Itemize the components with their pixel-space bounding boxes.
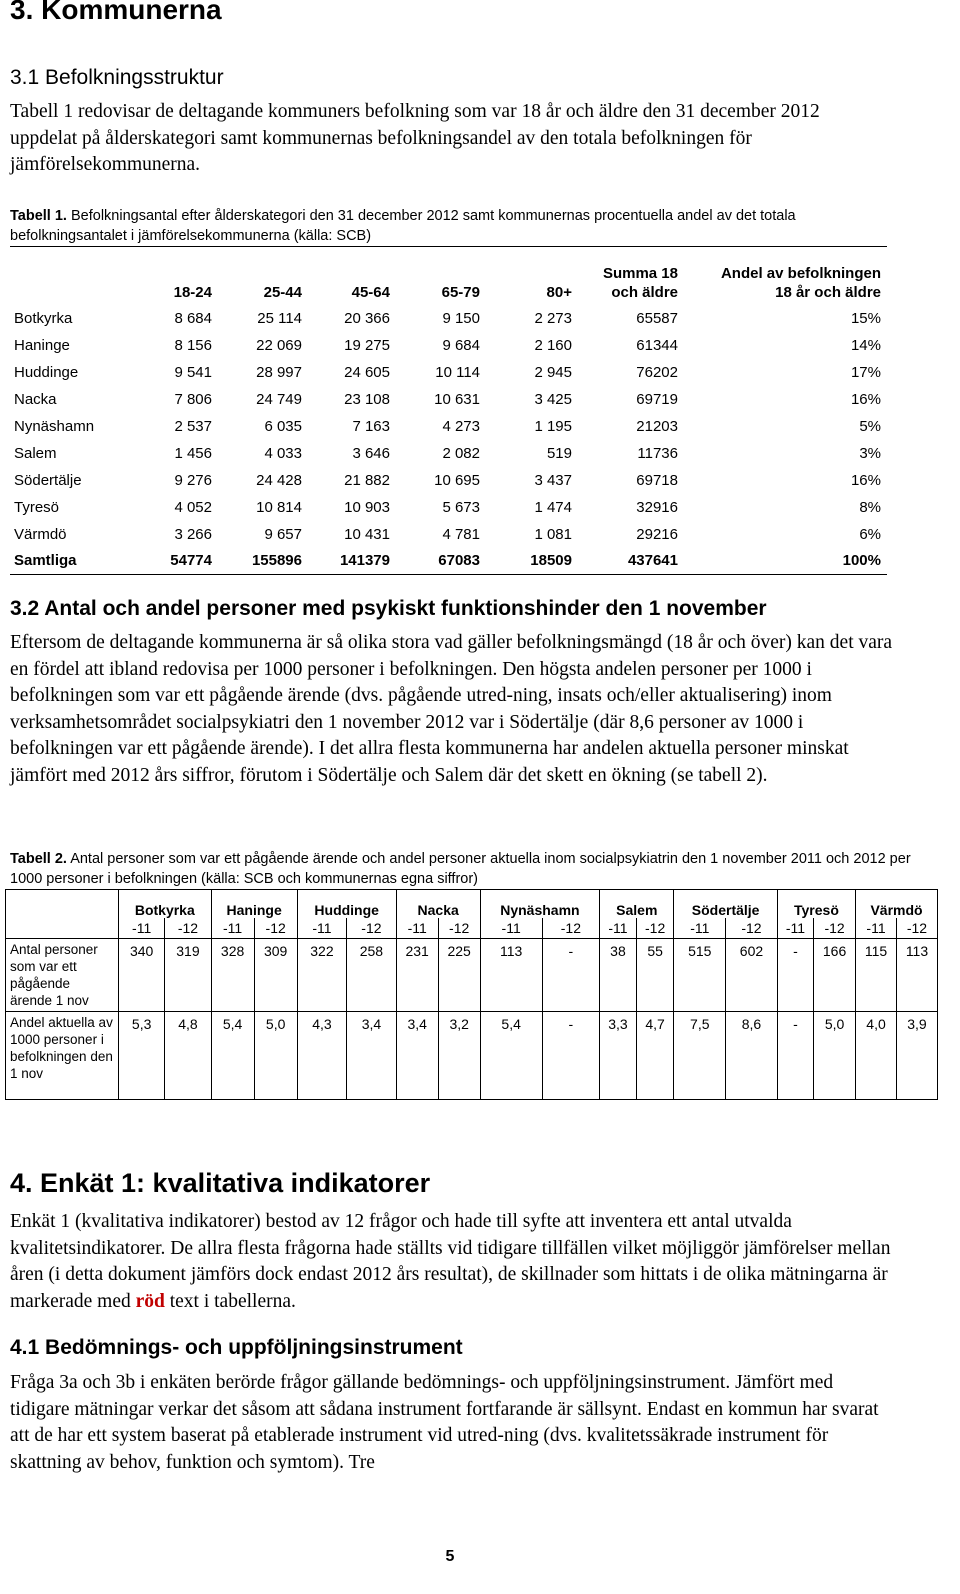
table1-cell: 6% bbox=[859, 525, 881, 543]
table2-value-cell: 3,4 bbox=[347, 1012, 397, 1100]
table2-year-cell: -11 bbox=[674, 918, 726, 939]
table1-row bbox=[10, 413, 887, 440]
table2-value-cell: 602 bbox=[726, 939, 778, 1012]
red-highlight-word: röd bbox=[135, 1290, 165, 1312]
table1-cell: 10 903 bbox=[344, 498, 390, 516]
table1-header-sum bbox=[578, 247, 684, 305]
table2-value-cell: 3,3 bbox=[600, 1012, 637, 1100]
municipality-name: Tyresö bbox=[14, 498, 60, 516]
page-number: 5 bbox=[445, 1548, 455, 1565]
table2-municipality-header: Nynäshamn bbox=[480, 890, 599, 919]
table1-cell: 19 275 bbox=[344, 336, 390, 354]
municipality-name: Salem bbox=[14, 444, 57, 462]
section-4-paragraph-end: text i tabellerna. bbox=[169, 1290, 296, 1312]
table1-cell: 1 195 bbox=[534, 417, 572, 435]
table2-municipality-header: Värmdö bbox=[856, 890, 938, 919]
table1-cell: 1 081 bbox=[534, 525, 572, 543]
table1-cell: 3 425 bbox=[534, 390, 572, 408]
population-table bbox=[10, 246, 887, 575]
table1-cell: 24 749 bbox=[256, 390, 302, 408]
table2-municipality-header: Tyresö bbox=[777, 890, 855, 919]
table1-cell: 10 631 bbox=[434, 390, 480, 408]
table2-year-cell: -12 bbox=[726, 918, 778, 939]
table2-value-cell: 5,3 bbox=[119, 1012, 165, 1100]
table1-cell: 16% bbox=[850, 471, 881, 489]
table1-cell: 32916 bbox=[636, 498, 678, 516]
table1-header-sum-line1: Summa 18 bbox=[602, 264, 678, 282]
table1-cell: 24 605 bbox=[344, 363, 390, 381]
table1-total-cell: 67083 bbox=[396, 548, 486, 575]
table1-cell: 2 945 bbox=[534, 363, 572, 381]
table1-header-share-line2: 18 år och äldre bbox=[775, 283, 881, 301]
section-4-1-heading: 4.1 Bedömnings- och uppföljningsinstrument bbox=[10, 1336, 463, 1359]
table2-year-cell: -11 bbox=[777, 918, 813, 939]
table1-cell: 6 035 bbox=[264, 417, 302, 435]
table1-cell: 17% bbox=[850, 363, 881, 381]
table1-total-cell: 141379 bbox=[308, 548, 396, 575]
table1-body bbox=[10, 305, 887, 575]
table1-cell: 10 695 bbox=[434, 471, 480, 489]
table1-cell: 16% bbox=[850, 390, 881, 408]
table1-total-cell: 54774 bbox=[128, 548, 218, 575]
table2-municipality-header: Nacka bbox=[396, 890, 480, 919]
table1-header-80plus: 80+ bbox=[546, 283, 572, 301]
table1-cell: 23 108 bbox=[344, 390, 390, 408]
table2-year-cell: -12 bbox=[165, 918, 211, 939]
table1-cell: 2 537 bbox=[174, 417, 212, 435]
table1-cell: 28 997 bbox=[256, 363, 302, 381]
table1-header-sum-line2: och äldre bbox=[611, 283, 678, 301]
table1-header-25-44: 25-44 bbox=[263, 283, 302, 301]
table2-value-cell: 258 bbox=[347, 939, 397, 1012]
table1-cell: 10 431 bbox=[344, 525, 390, 543]
table2-value-cell: 113 bbox=[896, 939, 937, 1012]
table1-row bbox=[10, 494, 887, 521]
municipality-name: Botkyrka bbox=[14, 309, 73, 327]
table1-cell: 9 150 bbox=[442, 309, 480, 327]
table1-cell: 29216 bbox=[636, 525, 678, 543]
table2-year-cell: -11 bbox=[600, 918, 637, 939]
table1-header-45-64: 45-64 bbox=[351, 283, 390, 301]
table2-value-cell: 166 bbox=[814, 939, 856, 1012]
table2-year-cell: -12 bbox=[438, 918, 480, 939]
section-3-2-heading: 3.2 Antal och andel personer med psykiskt funktionshinder den 1 november bbox=[10, 597, 767, 620]
total-label: Samtliga bbox=[10, 548, 128, 575]
table1-cell: 14% bbox=[850, 336, 881, 354]
table1-cell: 65587 bbox=[636, 309, 678, 327]
table2-value-cell: 115 bbox=[856, 939, 897, 1012]
municipality-name: Haninge bbox=[14, 336, 70, 354]
table1-cell: 15% bbox=[850, 309, 881, 327]
table2-value-cell: 4,8 bbox=[165, 1012, 211, 1100]
table2-value-cell: - bbox=[777, 1012, 813, 1100]
table1-cell: 22 069 bbox=[256, 336, 302, 354]
table2-corner-cell-lower bbox=[6, 918, 119, 939]
table2-value-cell: 515 bbox=[674, 939, 726, 1012]
table1-cell: 9 657 bbox=[264, 525, 302, 543]
table1-cell: 2 273 bbox=[534, 309, 572, 327]
table2-value-cell: 322 bbox=[297, 939, 346, 1012]
table1-cell: 2 160 bbox=[534, 336, 572, 354]
table2-value-cell: 225 bbox=[438, 939, 480, 1012]
municipality-name: Nynäshamn bbox=[14, 417, 95, 435]
table2-value-cell: 3,2 bbox=[438, 1012, 480, 1100]
table2-year-cell: -11 bbox=[211, 918, 254, 939]
section-4-1-paragraph: Fråga 3a och 3b i enkäten berörde frågor gällande bedömnings- och uppföljningsinstrument. Jämfört med tidigare mätningar verkar det såsom att sådana instrument fortfarande är sällsynt. Endast en kommun har svarat att de har ett system baserat på etablerade instrument vid utred-ning (dvs. kvalitetssäkrade instrument för skattning av behov, funktion och symtom). Tre bbox=[10, 1372, 879, 1473]
table2-value-cell: 328 bbox=[211, 939, 254, 1012]
table2-caption-label: Tabell 2. bbox=[10, 851, 67, 867]
table1-caption bbox=[10, 206, 888, 246]
table2-value-cell: 340 bbox=[119, 939, 165, 1012]
municipality-name: Värmdö bbox=[14, 525, 67, 543]
table2-year-cell: -11 bbox=[856, 918, 897, 939]
section-4-paragraph bbox=[10, 1209, 895, 1315]
table1-cell: 1 474 bbox=[534, 498, 572, 516]
table2-value-cell: 309 bbox=[254, 939, 297, 1012]
table2-municipality-header: Botkyrka bbox=[119, 890, 212, 919]
table2-municipality-header: Huddinge bbox=[297, 890, 396, 919]
table2-value-cell: 4,0 bbox=[856, 1012, 897, 1100]
table1-header-share-line1: Andel av befolkningen bbox=[720, 264, 881, 282]
table2-municipality-header: Salem bbox=[600, 890, 674, 919]
table1-cell: 69719 bbox=[636, 390, 678, 408]
table1-total-cell: 100% bbox=[684, 548, 887, 575]
table2-value-cell: 5,0 bbox=[814, 1012, 856, 1100]
table1-cell: 20 366 bbox=[344, 309, 390, 327]
table1-row bbox=[10, 467, 887, 494]
table2-year-row bbox=[6, 918, 938, 939]
table2-value-cell: 55 bbox=[636, 939, 674, 1012]
table1-cell: 21203 bbox=[636, 417, 678, 435]
table1-cell: 4 273 bbox=[442, 417, 480, 435]
municipality-name: Nacka bbox=[14, 390, 57, 408]
table1-header-name bbox=[10, 247, 128, 305]
table2-corner-cell bbox=[6, 890, 119, 919]
table1-cell: 25 114 bbox=[257, 309, 302, 327]
table2-row-label: Antal personer som var ett pågående ärende 1 nov bbox=[6, 939, 119, 1012]
table2-value-cell: 3,4 bbox=[396, 1012, 438, 1100]
table2-year-cell: -12 bbox=[896, 918, 937, 939]
table1-cell: 21 882 bbox=[344, 471, 390, 489]
table2-municipality-row bbox=[6, 890, 938, 919]
table1-cell: 3 437 bbox=[534, 471, 572, 489]
section-3-1-heading: 3.1 Befolkningsstruktur bbox=[10, 66, 224, 89]
table1-cell: 9 276 bbox=[174, 471, 212, 489]
table1-cell: 3 266 bbox=[174, 525, 212, 543]
table1-total-cell: 18509 bbox=[486, 548, 578, 575]
table2-value-cell: 8,6 bbox=[726, 1012, 778, 1100]
table1-cell: 76202 bbox=[636, 363, 678, 381]
table1-cell: 7 163 bbox=[352, 417, 390, 435]
table1-cell: 9 684 bbox=[442, 336, 480, 354]
section-4-heading: 4. Enkät 1: kvalitativa indikatorer bbox=[10, 1168, 431, 1198]
table1-header-65-79: 65-79 bbox=[441, 283, 480, 301]
table1-cell: 3% bbox=[859, 444, 881, 462]
table1-header-row bbox=[10, 247, 887, 305]
table1-cell: 4 052 bbox=[174, 498, 212, 516]
table1-cell: 8% bbox=[859, 498, 881, 516]
table2-year-cell: -12 bbox=[636, 918, 674, 939]
table1-total-row bbox=[10, 548, 887, 575]
table2-value-cell: - bbox=[542, 1012, 600, 1100]
table2-value-cell: 5,0 bbox=[254, 1012, 297, 1100]
table2-row-count bbox=[6, 939, 938, 1012]
table1-cell: 8 684 bbox=[174, 309, 212, 327]
table2-year-cell: -12 bbox=[254, 918, 297, 939]
section-3-1-paragraph: Tabell 1 redovisar de deltagande kommuners befolkning som var 18 år och äldre den 31 december 2012 uppdelat på ålderskategori samt kommunernas befolkningsandel av den totala befolkningen för jämförelsekommunerna. bbox=[10, 101, 820, 175]
table2-value-cell: - bbox=[542, 939, 600, 1012]
table2-year-cell: -11 bbox=[396, 918, 438, 939]
table1-cell: 61344 bbox=[636, 336, 678, 354]
table1-cell: 24 428 bbox=[256, 471, 302, 489]
table1-row bbox=[10, 440, 887, 467]
table2-caption-text: Antal personer som var ett pågående ärende och andel personer aktuella inom socialpsykiatrin den 1 november 2011 och 2012 per 1000 personer i befolkningen (källa: SCB och kommunernas egna siffror) bbox=[10, 851, 911, 887]
table1-cell: 1 456 bbox=[174, 444, 212, 462]
table2-year-cell: -12 bbox=[814, 918, 856, 939]
municipality-name: Huddinge bbox=[14, 363, 79, 381]
municipality-name: Södertälje bbox=[14, 471, 82, 489]
table2-value-cell: 3,9 bbox=[896, 1012, 937, 1100]
chapter-heading: 3. Kommunerna bbox=[10, 0, 222, 25]
table1-row bbox=[10, 359, 887, 386]
table2-row-share bbox=[6, 1012, 938, 1100]
table1-cell: 5% bbox=[859, 417, 881, 435]
table1-cell: 69718 bbox=[636, 471, 678, 489]
table1-cell: 519 bbox=[546, 444, 572, 462]
table2-value-cell: 5,4 bbox=[211, 1012, 254, 1100]
table1-row bbox=[10, 305, 887, 332]
table2-value-cell: 38 bbox=[600, 939, 637, 1012]
table2-value-cell: 319 bbox=[165, 939, 211, 1012]
table1-row bbox=[10, 521, 887, 548]
table2-value-cell: 7,5 bbox=[674, 1012, 726, 1100]
table1-total-cell: 155896 bbox=[218, 548, 308, 575]
section-3-2-paragraph: Eftersom de deltagande kommunerna är så olika stora vad gäller befolkningsmängd (18 år och över) kan det vara en fördel att ibland redovisa per 1000 personer i befolkningen. Den högsta andelen personer per 1000 i befolkningen som var ett pågående ärende (dvs. pågående utred-ning, insats och/eller aktualisering) inom verksamhetsområdet socialpsykiatri den 1 november 2012 var i Södertälje (där 8,6 personer av 1000 i befolkningen var ett pågående ärende). I det allra flesta kommunerna har andelen aktuella personer minskat jämfört med 2012 års siffror, förutom i Södertälje och Salem där det skett en ökning (se tabell 2). bbox=[10, 632, 893, 786]
table1-row bbox=[10, 386, 887, 413]
table1-cell: 5 673 bbox=[442, 498, 480, 516]
table2-year-cell: -11 bbox=[119, 918, 165, 939]
table1-row bbox=[10, 332, 887, 359]
table1-header-share bbox=[684, 247, 887, 305]
table1-cell: 4 781 bbox=[442, 525, 480, 543]
table1-cell: 11736 bbox=[637, 444, 678, 462]
table2-value-cell: 4,3 bbox=[297, 1012, 346, 1100]
table2-year-cell: -11 bbox=[480, 918, 542, 939]
table2-year-cell: -12 bbox=[542, 918, 600, 939]
table1-cell: 4 033 bbox=[264, 444, 302, 462]
table1-cell: 3 646 bbox=[352, 444, 390, 462]
table1-cell: 10 814 bbox=[256, 498, 302, 516]
table2-municipality-header: Södertälje bbox=[674, 890, 777, 919]
table2-year-cell: -11 bbox=[297, 918, 346, 939]
table2-row-label: Andel aktuella av 1000 personer i befolkningen den 1 nov bbox=[6, 1012, 119, 1100]
table2-value-cell: 4,7 bbox=[636, 1012, 674, 1100]
table2-value-cell: 231 bbox=[396, 939, 438, 1012]
table1-total-cell: 437641 bbox=[578, 548, 684, 575]
table2-municipality-header: Haninge bbox=[211, 890, 297, 919]
table1-header-18-24: 18-24 bbox=[173, 283, 212, 301]
table2-caption bbox=[10, 849, 925, 889]
section-4-paragraph-text: Enkät 1 (kvalitativa indikatorer) bestod av 12 frågor och hade till syfte att inventera ett antal utvalda kvalitetsindikatorer. De allra flesta frågorna hade ställts vid tidigare tillfällen vilket möjliggör jämförelser mellan åren (i detta dokument jämförs dock endast 2012 års resultat), de skillnader som hittats i de olika mätningarna är markerade med bbox=[10, 1211, 891, 1312]
table1-cell: 8 156 bbox=[174, 336, 212, 354]
table1-cell: 7 806 bbox=[174, 390, 212, 408]
table1-caption-label: Tabell 1. bbox=[10, 208, 67, 224]
table2-value-cell: 113 bbox=[480, 939, 542, 1012]
table2-year-cell: -12 bbox=[347, 918, 397, 939]
table1-cell: 9 541 bbox=[174, 363, 212, 381]
table2-value-cell: 5,4 bbox=[480, 1012, 542, 1100]
table1-caption-text: Befolkningsantal efter ålderskategori den 31 december 2012 samt kommunernas procentuella andel av det totala befolkningsantalet i jämförelsekommunerna (källa: SCB) bbox=[10, 208, 796, 244]
psychiatry-table bbox=[5, 889, 938, 1100]
table1-cell: 2 082 bbox=[442, 444, 480, 462]
table2-value-cell: - bbox=[777, 939, 813, 1012]
table1-cell: 10 114 bbox=[435, 363, 480, 381]
